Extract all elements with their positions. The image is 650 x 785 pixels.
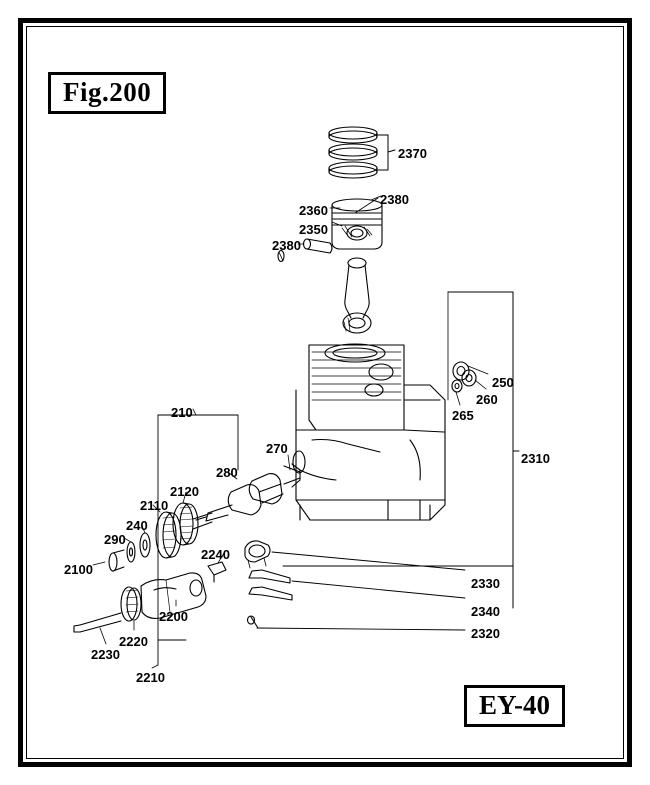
crankshaft-group [196, 455, 300, 521]
label-2310: 2310 [521, 451, 550, 466]
figure-title-box: Fig.200 [48, 72, 166, 114]
label-2230: 2230 [91, 647, 120, 662]
label-280: 280 [216, 465, 238, 480]
label-2110: 2110 [140, 498, 169, 513]
label-240: 240 [126, 518, 148, 533]
label-2240: 2240 [201, 547, 230, 562]
label-2380-upper: 2380 [380, 192, 409, 207]
gear-assembly-group [93, 409, 238, 640]
label-290: 290 [104, 532, 126, 547]
label-2320: 2320 [471, 626, 500, 641]
model-number-box: EY-40 [464, 685, 565, 727]
label-2360: 2360 [299, 203, 328, 218]
label-250: 250 [492, 375, 514, 390]
label-2330: 2330 [471, 576, 500, 591]
label-2220: 2220 [119, 634, 148, 649]
label-2200: 2200 [159, 609, 188, 624]
label-2120: 2120 [170, 484, 199, 499]
crankcase-block-group [293, 292, 519, 608]
label-270: 270 [266, 441, 288, 456]
label-2380-lower: 2380 [272, 238, 301, 253]
label-2350: 2350 [299, 222, 328, 237]
connecting-rod-group [343, 258, 371, 333]
label-2100: 2100 [64, 562, 93, 577]
label-2340: 2340 [471, 604, 500, 619]
label-2210: 2210 [136, 670, 165, 685]
piston-rings-group [329, 127, 395, 178]
piston-group [332, 199, 382, 249]
label-265: 265 [452, 408, 474, 423]
label-210: 210 [171, 405, 193, 420]
label-2370: 2370 [398, 146, 427, 161]
label-260: 260 [476, 392, 498, 407]
